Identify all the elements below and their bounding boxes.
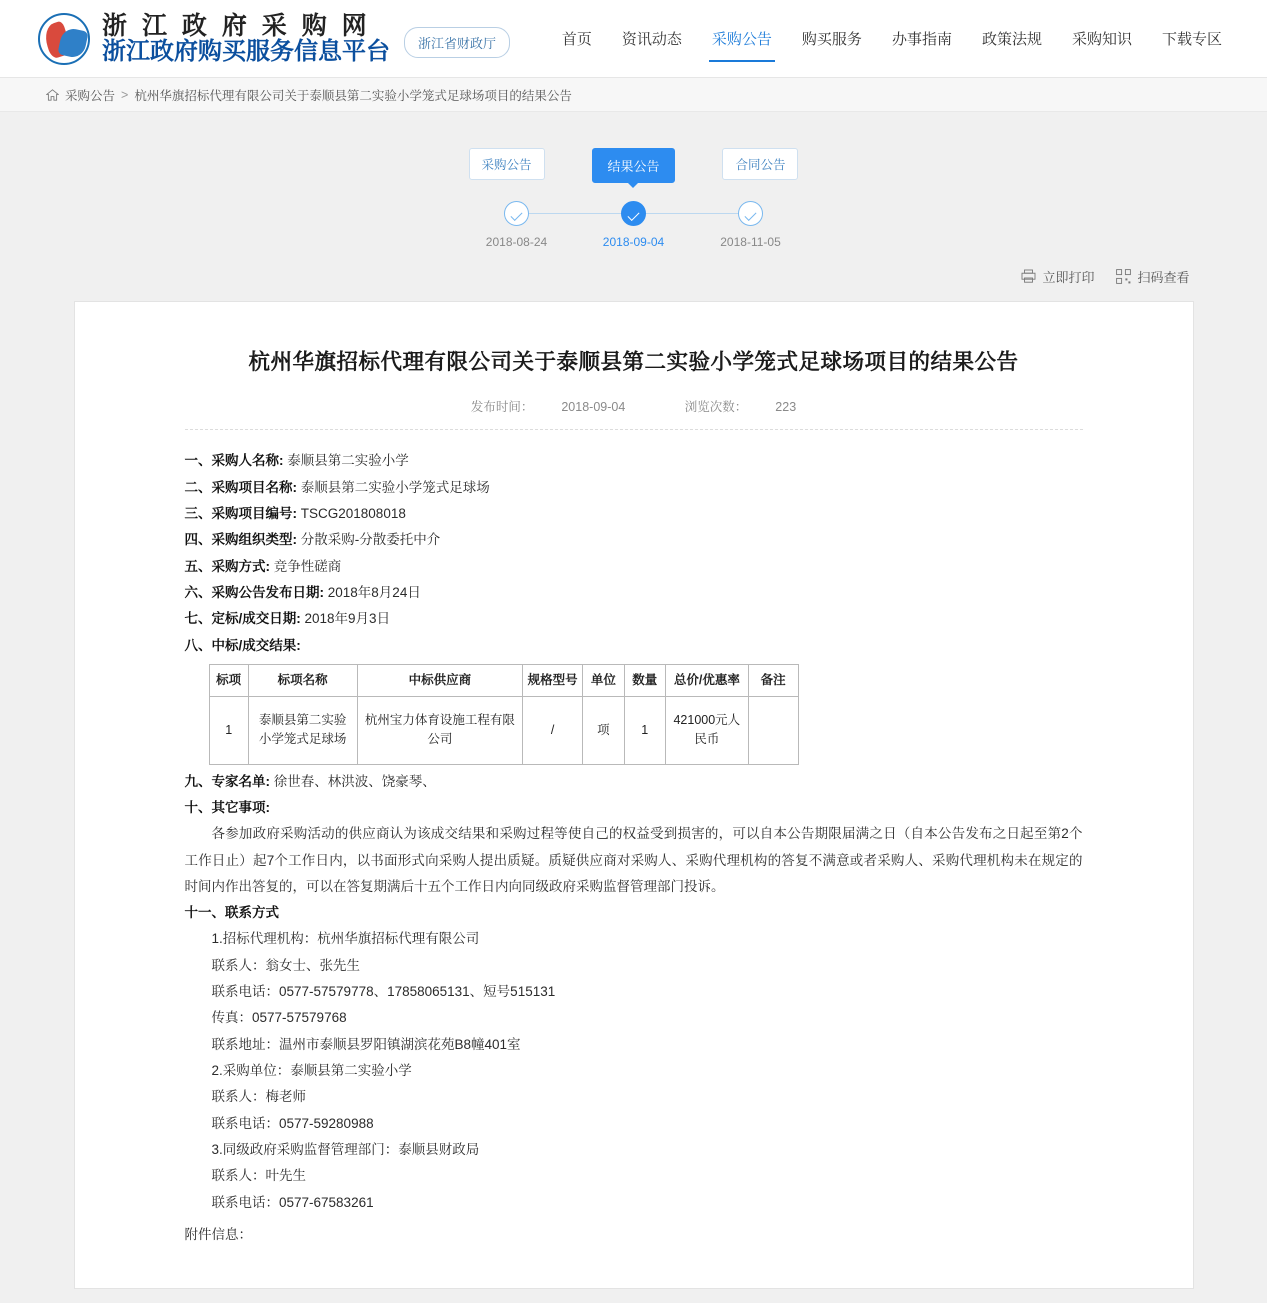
field-contact-heading xyxy=(185,900,1083,926)
announcement-document xyxy=(74,301,1194,1289)
nav-item-buy-service[interactable]: 购买服务 xyxy=(801,31,862,48)
step-node-1[interactable] xyxy=(469,201,565,249)
table-header-lot-name: 标项名称 xyxy=(248,664,357,696)
field-award-date-value: 2018年9月3日 xyxy=(304,611,391,627)
publish-time-label: 发布时间： xyxy=(470,400,534,415)
field-procurement-method-label: 五、采购方式: xyxy=(184,558,270,574)
view-count xyxy=(671,400,810,414)
field-other-matters-heading xyxy=(185,795,1083,821)
field-project-name-value: 泰顺县第二实验小学笼式足球场 xyxy=(300,479,490,495)
attachment-label: 附件信息： xyxy=(184,1226,252,1242)
field-notice-date-value: 2018年8月24日 xyxy=(327,584,421,600)
step-tab-contract-notice[interactable]: 合同公告 xyxy=(722,148,798,180)
stepper-tabs xyxy=(469,148,799,183)
nav-item-knowledge[interactable]: 采购知识 xyxy=(1071,31,1132,48)
breadcrumb-separator: > xyxy=(121,87,129,102)
contact-line-agency-fax: 传真：0577-57579768 xyxy=(211,1010,347,1026)
field-expert-list-value: 徐世春、林洪波、饶豪琴、 xyxy=(273,773,436,789)
field-result-heading-label: 八、中标/成交结果: xyxy=(184,637,301,653)
page-title: 杭州华旗招标代理有限公司关于泰顺县第二实验小学笼式足球场项目的结果公告 xyxy=(248,350,1019,374)
award-result-table xyxy=(209,664,799,765)
field-purchaser-name-value: 泰顺县第二实验小学 xyxy=(287,453,409,469)
breadcrumb-parent[interactable]: 采购公告 xyxy=(65,88,116,103)
contact-line-purchaser: 2.采购单位：泰顺县第二实验小学 xyxy=(211,1063,412,1078)
table-header-unit: 单位 xyxy=(583,664,624,696)
logo-title-line1: 浙 江 政 府 采 购 网 xyxy=(102,11,371,40)
view-count-value: 223 xyxy=(775,400,797,415)
print-button-label: 立即打印 xyxy=(1042,269,1095,285)
stepper-nodes xyxy=(469,201,799,249)
home-icon xyxy=(46,89,59,101)
contact-line-agency-phone: 联系电话：0577-57579778、17858065131、短号515131 xyxy=(211,984,556,1000)
cell-remark xyxy=(748,696,798,764)
cell-lot-name: 泰顺县第二实验小学笼式足球场 xyxy=(248,696,357,764)
contact-line-purchaser-person: 联系人：梅老师 xyxy=(211,1089,306,1105)
field-project-name xyxy=(185,475,1083,501)
government-procurement-logo-icon xyxy=(38,13,90,65)
step-date-3: 2018-11-05 xyxy=(720,235,781,249)
table-header-spec: 规格型号 xyxy=(523,664,583,696)
contact-line-agency-address: 联系地址：温州市泰顺县罗阳镇湖滨花苑B8幢401室 xyxy=(211,1036,521,1052)
contact-line-supervisor: 3.同级政府采购监督管理部门：泰顺县财政局 xyxy=(211,1141,480,1157)
nav-item-downloads[interactable]: 下载专区 xyxy=(1161,31,1222,48)
table-header-remark: 备注 xyxy=(748,664,798,696)
document-tools xyxy=(74,263,1194,289)
cell-quantity: 1 xyxy=(624,696,665,764)
nav-item-procurement-notice[interactable]: 采购公告 xyxy=(697,0,787,78)
contact-line-purchaser-phone: 联系电话：0577-59280988 xyxy=(211,1115,374,1131)
step-date-2: 2018-09-04 xyxy=(602,235,665,249)
table-header-supplier: 中标供应商 xyxy=(357,664,523,696)
logo-title-line2: 浙江政府购买服务信息平台 xyxy=(102,38,390,66)
field-procurement-method xyxy=(185,554,1083,580)
department-tag: 浙江省财政厅 xyxy=(404,27,510,58)
table-header-row xyxy=(209,664,798,696)
field-procurement-method-value: 竞争性磋商 xyxy=(273,558,342,574)
cell-lot: 1 xyxy=(209,696,248,764)
breadcrumb-current: 杭州华旗招标代理有限公司关于泰顺县第二实验小学笼式足球场项目的结果公告 xyxy=(134,88,572,103)
check-circle-filled-icon xyxy=(621,201,646,226)
step-node-2[interactable] xyxy=(586,201,682,249)
contact-line-supervisor-person: 联系人：叶先生 xyxy=(211,1168,306,1184)
field-project-number xyxy=(185,501,1083,527)
field-other-matters-label: 十、其它事项: xyxy=(184,799,270,815)
step-node-3[interactable] xyxy=(703,201,799,249)
document-body xyxy=(185,448,1083,1248)
field-notice-date xyxy=(185,580,1083,606)
field-contact-label: 十一、联系方式 xyxy=(184,905,279,921)
field-project-number-label: 三、采购项目编号: xyxy=(184,505,297,521)
field-organization-type-label: 四、采购组织类型: xyxy=(184,532,297,548)
contact-line-agency: 1.招标代理机构：杭州华旗招标代理有限公司 xyxy=(211,931,480,947)
field-purchaser-name-label: 一、采购人名称: xyxy=(184,453,284,469)
contact-line-agency-person: 联系人：翁女士、张先生 xyxy=(211,957,360,973)
qrcode-icon xyxy=(1116,269,1131,284)
nav-item-home[interactable]: 首页 xyxy=(561,31,592,48)
check-circle-icon xyxy=(504,201,529,226)
step-tab-result-notice[interactable]: 结果公告 xyxy=(592,148,674,183)
nav-item-news[interactable]: 资讯动态 xyxy=(621,31,682,48)
field-expert-list xyxy=(185,769,1083,795)
check-circle-icon xyxy=(738,201,763,226)
breadcrumb xyxy=(0,78,1267,112)
announcement-stepper xyxy=(469,148,799,257)
document-meta xyxy=(185,397,1083,430)
publish-time xyxy=(457,400,643,414)
cell-supplier: 杭州宝力体育设施工程有限公司 xyxy=(357,696,523,764)
step-tab-procurement-notice[interactable]: 采购公告 xyxy=(469,148,545,180)
field-notice-date-label: 六、采购公告发布日期: xyxy=(184,584,324,600)
view-count-label: 浏览次数： xyxy=(684,400,748,415)
field-project-number-value: TSCG201808018 xyxy=(300,505,406,521)
nav-item-policy[interactable]: 政策法规 xyxy=(981,31,1042,48)
table-row xyxy=(209,696,798,764)
table-header-quantity: 数量 xyxy=(624,664,665,696)
field-expert-list-label: 九、专家名单: xyxy=(184,773,270,789)
site-logo[interactable] xyxy=(38,13,390,65)
field-purchaser-name xyxy=(185,448,1083,474)
field-project-name-label: 二、采购项目名称: xyxy=(184,479,297,495)
field-result-heading xyxy=(185,633,1083,659)
table-header-lot: 标项 xyxy=(209,664,248,696)
scan-qr-button[interactable] xyxy=(1116,267,1189,286)
step-date-1: 2018-08-24 xyxy=(485,235,548,249)
cell-total-price: 421000元人民币 xyxy=(665,696,748,764)
logo-text xyxy=(102,13,390,65)
field-award-date-label: 七、定标/成交日期: xyxy=(184,611,301,627)
cell-spec: / xyxy=(523,696,583,764)
stepper-track xyxy=(469,201,799,257)
field-other-matters-text: 各参加政府采购活动的供应商认为该成交结果和采购过程等使自己的权益受到损害的，可以自本公告期限届满之日（自本公告发布之日起至第2个工作日止）起7个工作日内，以书面形式向采购人提出质疑。质疑供应商对采购人、采购代理机构的答复不满意或者采购人、采购代理机构未在规定的时间内作出答复的，可以在答复期满后十五个工作日内向同级政府采购监督管理部门投诉。 xyxy=(184,826,1083,894)
page-stage xyxy=(0,112,1267,1289)
scan-qr-button-label: 扫码查看 xyxy=(1137,269,1190,285)
site-header xyxy=(0,0,1267,78)
table-header-total-price: 总价/优惠率 xyxy=(665,664,748,696)
publish-time-value: 2018-09-04 xyxy=(561,400,626,415)
printer-icon xyxy=(1021,269,1036,283)
cell-unit: 项 xyxy=(583,696,624,764)
field-organization-type xyxy=(185,527,1083,553)
contact-line-supervisor-phone: 联系电话：0577-67583261 xyxy=(211,1194,374,1210)
nav-item-guide[interactable]: 办事指南 xyxy=(891,31,952,48)
field-organization-type-value: 分散采购-分散委托中介 xyxy=(300,532,441,548)
main-nav xyxy=(547,0,1237,78)
print-button[interactable] xyxy=(1021,267,1094,286)
field-award-date xyxy=(185,606,1083,632)
